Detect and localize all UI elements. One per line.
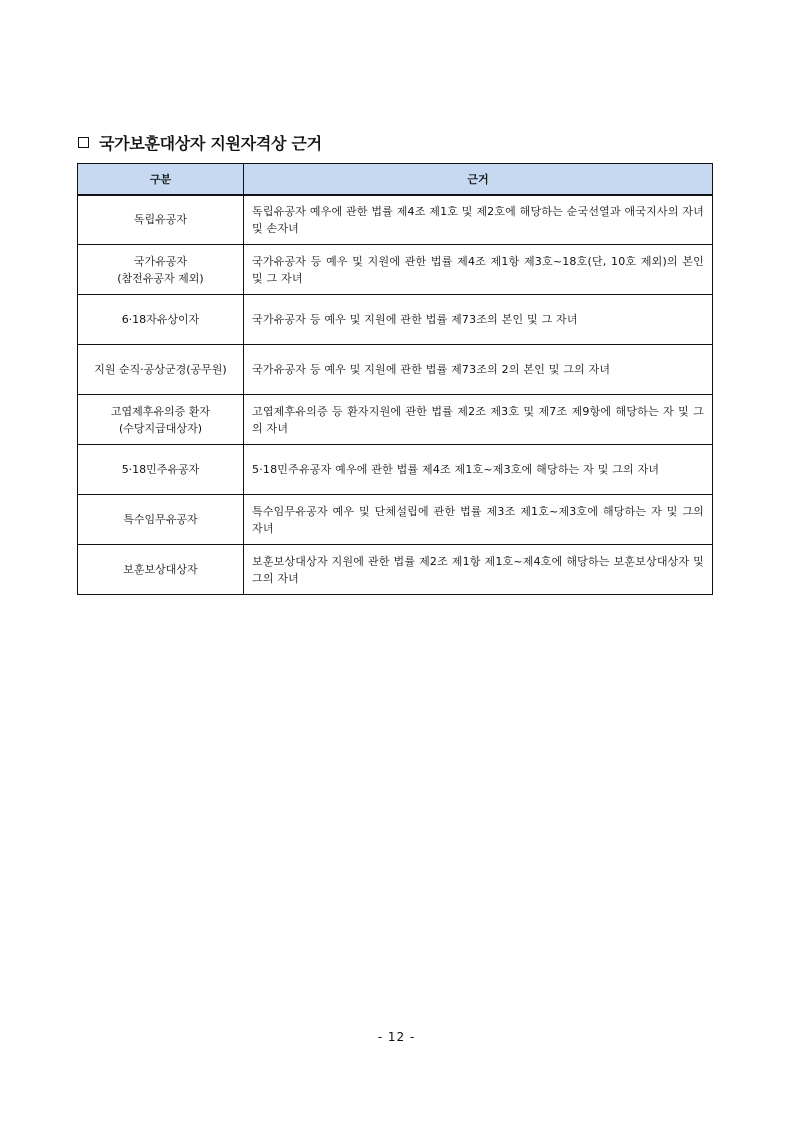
category-cell <box>78 245 244 295</box>
category-cell <box>78 495 244 545</box>
basis-cell: 특수임무유공자 예우 및 단체설립에 관한 법률 제3조 제1호~제3호에 해당하는 자 및 그의 자녀 <box>244 495 713 545</box>
section-title: 국가보훈대상자 지원자격상 근거 <box>99 134 322 153</box>
basis-cell: 5·18민주유공자 예우에 관한 법률 제4조 제1호~제3호에 해당하는 자 및 그의 자녀 <box>244 445 713 495</box>
category-label: 특수임무유공자 <box>123 513 198 526</box>
category-label: 독립유공자 <box>133 213 188 227</box>
category-cell <box>78 445 244 495</box>
basis-cell: 독립유공자 예우에 관한 법률 제4조 제1호 및 제2호에 해당하는 순국선열과 애국지사의 자녀 및 손자녀 <box>244 195 713 245</box>
category-cell <box>78 345 244 395</box>
category-label: 6·18자유상이자 <box>121 313 200 326</box>
eligibility-basis-table <box>77 163 713 595</box>
table-row <box>78 395 713 445</box>
table-row <box>78 495 713 545</box>
category-cell <box>78 395 244 445</box>
page-number: - 12 - <box>377 1030 416 1044</box>
table-row <box>78 445 713 495</box>
category-label: 보훈보상대상자 <box>123 563 198 576</box>
category-label: 5·18민주유공자 <box>121 463 200 476</box>
category-cell <box>78 195 244 245</box>
category-sublabel: (참전유공자 제외) <box>117 271 204 285</box>
basis-cell: 국가유공자 등 예우 및 지원에 관한 법률 제73조의 2의 본인 및 그의 자녀 <box>244 345 713 395</box>
category-label: 고엽제후유의증 환자 <box>110 404 211 418</box>
table-row <box>78 245 713 295</box>
header-basis: 근거 <box>244 164 713 195</box>
section-heading <box>78 131 322 154</box>
header-category: 구분 <box>78 164 244 195</box>
table-row <box>78 195 713 245</box>
category-label: 지원 순직·공상군경(공무원) <box>94 363 227 376</box>
category-label: 국가유공자 <box>133 254 188 268</box>
basis-cell: 고엽제후유의증 등 환자지원에 관한 법률 제2조 제3호 및 제7조 제9항에 해당하는 자 및 그의 자녀 <box>244 395 713 445</box>
table-header-row <box>78 164 713 195</box>
table-row <box>78 545 713 595</box>
category-cell <box>78 545 244 595</box>
basis-cell: 국가유공자 등 예우 및 지원에 관한 법률 제4조 제1항 제3호~18호(단, 10호 제외)의 본인 및 그 자녀 <box>244 245 713 295</box>
table-row <box>78 345 713 395</box>
basis-cell: 국가유공자 등 예우 및 지원에 관한 법률 제73조의 본인 및 그 자녀 <box>244 295 713 345</box>
category-sublabel: (수당지급대상자) <box>119 421 202 435</box>
table-row <box>78 295 713 345</box>
basis-cell: 보훈보상대상자 지원에 관한 법률 제2조 제1항 제1호~제4호에 해당하는 보훈보상대상자 및 그의 자녀 <box>244 545 713 595</box>
checkbox-square-icon <box>78 137 89 148</box>
category-cell <box>78 295 244 345</box>
